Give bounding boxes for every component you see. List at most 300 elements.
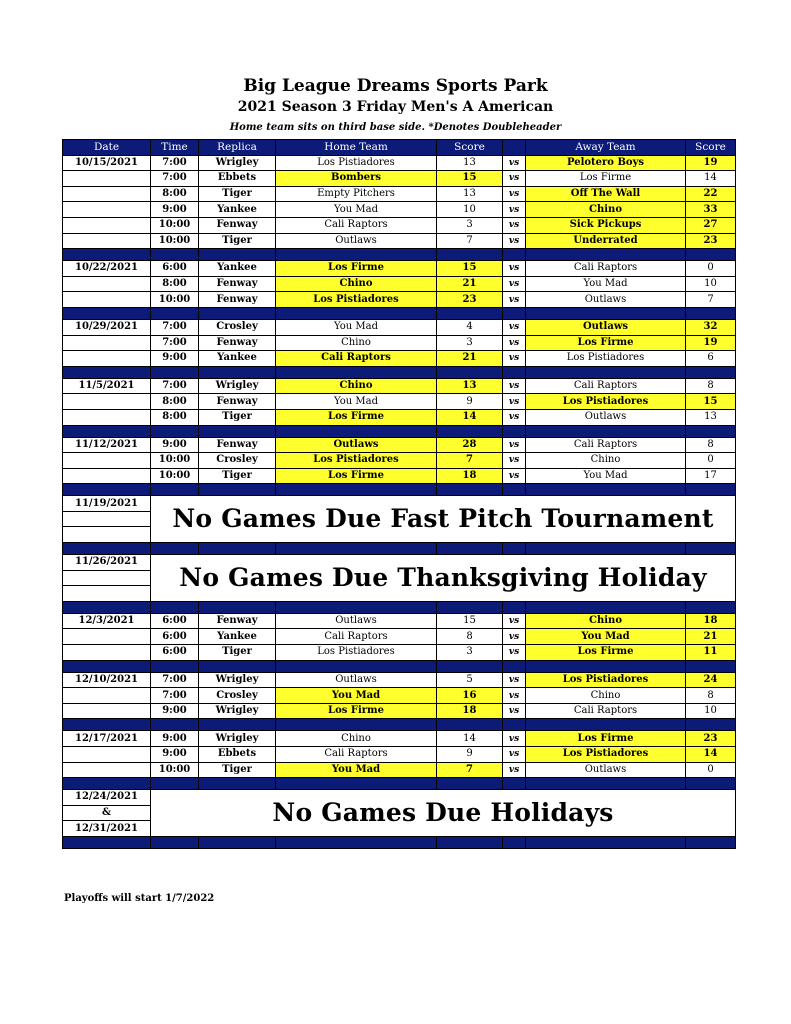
replica-cell: Fenway (199, 292, 276, 308)
away-team-cell: Los Firme (526, 335, 686, 351)
vs-cell: vs (503, 233, 526, 249)
home-team-cell: Los Pistiadores (276, 453, 437, 469)
replica-cell: Tiger (199, 233, 276, 249)
time-cell: 7:00 (151, 378, 199, 394)
home-team-cell: Los Firme (276, 261, 437, 277)
time-cell: 6:00 (151, 261, 199, 277)
separator-cell (686, 425, 736, 437)
vs-cell: vs (503, 672, 526, 688)
away-score-cell: 18 (686, 613, 736, 629)
separator-cell (437, 425, 503, 437)
vs-cell: vs (503, 703, 526, 719)
home-score-cell: 15 (437, 261, 503, 277)
time-cell: 7:00 (151, 155, 199, 171)
replica-cell: Wrigley (199, 703, 276, 719)
game-row (63, 747, 736, 763)
week-separator-row (63, 307, 736, 319)
separator-cell (63, 778, 151, 790)
separator-cell (526, 307, 686, 319)
date-cell (63, 202, 151, 218)
separator-cell (526, 836, 686, 848)
home-score-cell: 7 (437, 453, 503, 469)
vs-cell: vs (503, 171, 526, 187)
separator-cell (526, 601, 686, 613)
home-team-cell: Outlaws (276, 233, 437, 249)
replica-cell: Tiger (199, 409, 276, 425)
separator-cell (503, 484, 526, 496)
home-score-cell: 8 (437, 629, 503, 645)
away-score-cell: 33 (686, 202, 736, 218)
game-row (63, 762, 736, 778)
game-row (63, 261, 736, 277)
date-cell (63, 570, 151, 586)
separator-cell (151, 366, 199, 378)
separator-cell (276, 366, 437, 378)
separator-cell (686, 484, 736, 496)
home-team-cell: Outlaws (276, 672, 437, 688)
date-cell (63, 511, 151, 527)
separator-cell (63, 660, 151, 672)
away-score-cell: 7 (686, 292, 736, 308)
home-score-cell: 21 (437, 276, 503, 292)
away-team-cell: Los Pistiadores (526, 394, 686, 410)
replica-cell: Fenway (199, 335, 276, 351)
away-team-cell: Cali Raptors (526, 261, 686, 277)
week-separator-row (63, 543, 736, 555)
replica-cell: Tiger (199, 762, 276, 778)
home-team-cell: Outlaws (276, 437, 437, 453)
date-cell (63, 468, 151, 484)
separator-cell (503, 366, 526, 378)
date-cell (63, 292, 151, 308)
away-score-cell: 19 (686, 155, 736, 171)
time-cell: 10:00 (151, 762, 199, 778)
vs-cell: vs (503, 335, 526, 351)
page-title: Big League Dreams Sports Park (243, 76, 548, 96)
separator-cell (199, 366, 276, 378)
away-score-cell: 27 (686, 217, 736, 233)
date-cell (63, 186, 151, 202)
home-score-cell: 3 (437, 645, 503, 661)
separator-cell (151, 719, 199, 731)
separator-cell (199, 425, 276, 437)
col-header-vs (503, 140, 526, 156)
away-team-cell: Sick Pickups (526, 217, 686, 233)
separator-cell (437, 719, 503, 731)
time-cell: 9:00 (151, 731, 199, 747)
home-score-cell: 13 (437, 155, 503, 171)
vs-cell: vs (503, 409, 526, 425)
week-separator-row (63, 249, 736, 261)
home-score-cell: 14 (437, 731, 503, 747)
vs-cell: vs (503, 217, 526, 233)
away-team-cell: Outlaws (526, 292, 686, 308)
date-cell (63, 586, 151, 602)
away-team-cell: Chino (526, 202, 686, 218)
away-team-cell: Cali Raptors (526, 703, 686, 719)
away-team-cell: Los Firme (526, 731, 686, 747)
replica-cell: Fenway (199, 394, 276, 410)
home-team-cell: Cali Raptors (276, 629, 437, 645)
home-team-cell: Los Pistiadores (276, 155, 437, 171)
separator-cell (151, 778, 199, 790)
away-score-cell: 13 (686, 409, 736, 425)
week-separator-row (63, 778, 736, 790)
game-row (63, 233, 736, 249)
away-score-cell: 14 (686, 171, 736, 187)
home-team-cell: Bombers (276, 171, 437, 187)
separator-cell (276, 836, 437, 848)
separator-cell (276, 484, 437, 496)
separator-cell (437, 366, 503, 378)
replica-cell: Wrigley (199, 378, 276, 394)
separator-cell (63, 836, 151, 848)
away-team-cell: Cali Raptors (526, 437, 686, 453)
home-team-cell: Empty Pitchers (276, 186, 437, 202)
vs-cell: vs (503, 468, 526, 484)
replica-cell: Yankee (199, 261, 276, 277)
time-cell: 7:00 (151, 335, 199, 351)
game-row (63, 409, 736, 425)
time-cell: 10:00 (151, 453, 199, 469)
game-row (63, 731, 736, 747)
separator-cell (437, 249, 503, 261)
separator-cell (526, 543, 686, 555)
home-team-cell: Outlaws (276, 613, 437, 629)
separator-cell (199, 660, 276, 672)
game-row (63, 629, 736, 645)
date-cell: 10/29/2021 (63, 319, 151, 335)
separator-cell (526, 484, 686, 496)
away-team-cell: You Mad (526, 629, 686, 645)
home-team-cell: Chino (276, 731, 437, 747)
home-team-cell: Los Firme (276, 409, 437, 425)
separator-cell (686, 660, 736, 672)
date-cell (63, 629, 151, 645)
time-cell: 9:00 (151, 351, 199, 367)
time-cell: 8:00 (151, 394, 199, 410)
separator-cell (526, 660, 686, 672)
col-header-away-score: Score (686, 140, 736, 156)
away-team-cell: You Mad (526, 276, 686, 292)
time-cell: 7:00 (151, 672, 199, 688)
game-row (63, 335, 736, 351)
home-score-cell: 9 (437, 394, 503, 410)
separator-cell (151, 249, 199, 261)
separator-cell (503, 543, 526, 555)
separator-cell (199, 307, 276, 319)
no-games-message: No Games Due Fast Pitch Tournament (151, 496, 736, 543)
away-score-cell: 8 (686, 437, 736, 453)
separator-cell (686, 836, 736, 848)
separator-cell (503, 307, 526, 319)
time-cell: 8:00 (151, 276, 199, 292)
separator-cell (276, 425, 437, 437)
date-cell (63, 335, 151, 351)
away-team-cell: Underrated (526, 233, 686, 249)
game-row (63, 155, 736, 171)
separator-cell (199, 484, 276, 496)
time-cell: 9:00 (151, 437, 199, 453)
replica-cell: Ebbets (199, 747, 276, 763)
away-team-cell: Cali Raptors (526, 378, 686, 394)
replica-cell: Tiger (199, 645, 276, 661)
vs-cell: vs (503, 688, 526, 704)
schedule-body (63, 155, 736, 848)
date-cell (63, 394, 151, 410)
week-separator-row (63, 425, 736, 437)
home-score-cell: 4 (437, 319, 503, 335)
separator-cell (276, 778, 437, 790)
replica-cell: Crosley (199, 453, 276, 469)
away-score-cell: 14 (686, 747, 736, 763)
week-separator-row (63, 836, 736, 848)
home-score-cell: 28 (437, 437, 503, 453)
vs-cell: vs (503, 292, 526, 308)
away-team-cell: Outlaws (526, 409, 686, 425)
away-score-cell: 11 (686, 645, 736, 661)
separator-cell (63, 366, 151, 378)
replica-cell: Wrigley (199, 672, 276, 688)
replica-cell: Tiger (199, 186, 276, 202)
vs-cell: vs (503, 747, 526, 763)
time-cell: 6:00 (151, 645, 199, 661)
time-cell: 6:00 (151, 629, 199, 645)
date-cell (63, 409, 151, 425)
away-score-cell: 23 (686, 233, 736, 249)
date-cell (63, 453, 151, 469)
date-cell: 12/31/2021 (63, 821, 151, 837)
vs-cell: vs (503, 319, 526, 335)
week-separator-row (63, 484, 736, 496)
message-row (63, 790, 736, 806)
vs-cell: vs (503, 645, 526, 661)
date-cell: 12/3/2021 (63, 613, 151, 629)
home-score-cell: 23 (437, 292, 503, 308)
away-team-cell: Pelotero Boys (526, 155, 686, 171)
page-note: Home team sits on third base side. *Denotes Doubleheader (229, 122, 562, 133)
away-score-cell: 8 (686, 688, 736, 704)
time-cell: 10:00 (151, 217, 199, 233)
game-row (63, 613, 736, 629)
week-separator-row (63, 660, 736, 672)
separator-cell (276, 660, 437, 672)
time-cell: 10:00 (151, 468, 199, 484)
vs-cell: vs (503, 351, 526, 367)
date-cell (63, 276, 151, 292)
separator-cell (151, 660, 199, 672)
date-cell: 12/10/2021 (63, 672, 151, 688)
vs-cell: vs (503, 437, 526, 453)
game-row (63, 688, 736, 704)
replica-cell: Fenway (199, 437, 276, 453)
separator-cell (437, 601, 503, 613)
game-row (63, 171, 736, 187)
week-separator-row (63, 719, 736, 731)
separator-cell (503, 601, 526, 613)
away-team-cell: Los Pistiadores (526, 747, 686, 763)
home-score-cell: 15 (437, 613, 503, 629)
home-score-cell: 7 (437, 762, 503, 778)
time-cell: 9:00 (151, 703, 199, 719)
home-score-cell: 3 (437, 217, 503, 233)
date-cell (63, 171, 151, 187)
separator-cell (151, 307, 199, 319)
away-team-cell: Chino (526, 613, 686, 629)
vs-cell: vs (503, 613, 526, 629)
replica-cell: Wrigley (199, 155, 276, 171)
date-cell: 11/26/2021 (63, 555, 151, 571)
away-score-cell: 0 (686, 261, 736, 277)
away-score-cell: 17 (686, 468, 736, 484)
date-cell: 11/5/2021 (63, 378, 151, 394)
separator-cell (686, 778, 736, 790)
separator-cell (437, 778, 503, 790)
game-row (63, 453, 736, 469)
separator-cell (526, 425, 686, 437)
separator-cell (199, 719, 276, 731)
replica-cell: Tiger (199, 468, 276, 484)
game-row (63, 437, 736, 453)
replica-cell: Yankee (199, 351, 276, 367)
replica-cell: Fenway (199, 276, 276, 292)
col-header-time: Time (151, 140, 199, 156)
vs-cell: vs (503, 261, 526, 277)
vs-cell: vs (503, 762, 526, 778)
separator-cell (686, 366, 736, 378)
vs-cell: vs (503, 186, 526, 202)
away-team-cell: Los Firme (526, 171, 686, 187)
separator-cell (63, 307, 151, 319)
col-header-away-team: Away Team (526, 140, 686, 156)
home-team-cell: Cali Raptors (276, 217, 437, 233)
replica-cell: Crosley (199, 688, 276, 704)
separator-cell (526, 249, 686, 261)
separator-cell (63, 601, 151, 613)
away-score-cell: 0 (686, 453, 736, 469)
date-cell: 10/22/2021 (63, 261, 151, 277)
date-cell: 12/17/2021 (63, 731, 151, 747)
game-row (63, 645, 736, 661)
separator-cell (151, 425, 199, 437)
time-cell: 8:00 (151, 186, 199, 202)
home-score-cell: 14 (437, 409, 503, 425)
separator-cell (276, 601, 437, 613)
away-team-cell: Outlaws (526, 762, 686, 778)
home-score-cell: 21 (437, 351, 503, 367)
separator-cell (437, 307, 503, 319)
vs-cell: vs (503, 155, 526, 171)
home-score-cell: 13 (437, 186, 503, 202)
home-score-cell: 3 (437, 335, 503, 351)
game-row (63, 378, 736, 394)
game-row (63, 319, 736, 335)
home-score-cell: 18 (437, 703, 503, 719)
footer-note: Playoffs will start 1/7/2022 (64, 893, 215, 904)
home-score-cell: 13 (437, 378, 503, 394)
home-team-cell: Chino (276, 378, 437, 394)
separator-cell (199, 249, 276, 261)
time-cell: 9:00 (151, 747, 199, 763)
away-score-cell: 19 (686, 335, 736, 351)
home-team-cell: Los Firme (276, 468, 437, 484)
date-cell: 10/15/2021 (63, 155, 151, 171)
home-team-cell: You Mad (276, 202, 437, 218)
separator-cell (151, 601, 199, 613)
message-row (63, 496, 736, 512)
col-header-home-score: Score (437, 140, 503, 156)
page-subtitle: 2021 Season 3 Friday Men's A American (237, 99, 554, 115)
vs-cell: vs (503, 378, 526, 394)
replica-cell: Yankee (199, 202, 276, 218)
away-team-cell: Los Pistiadores (526, 672, 686, 688)
separator-cell (437, 484, 503, 496)
away-score-cell: 23 (686, 731, 736, 747)
vs-cell: vs (503, 202, 526, 218)
separator-cell (503, 719, 526, 731)
separator-cell (503, 660, 526, 672)
home-team-cell: Los Firme (276, 703, 437, 719)
separator-cell (63, 484, 151, 496)
home-team-cell: Los Pistiadores (276, 645, 437, 661)
game-row (63, 276, 736, 292)
away-team-cell: Los Pistiadores (526, 351, 686, 367)
separator-cell (526, 719, 686, 731)
week-separator-row (63, 366, 736, 378)
away-score-cell: 10 (686, 276, 736, 292)
separator-cell (151, 484, 199, 496)
time-cell: 8:00 (151, 409, 199, 425)
home-team-cell: You Mad (276, 394, 437, 410)
separator-cell (503, 778, 526, 790)
separator-cell (503, 425, 526, 437)
game-row (63, 394, 736, 410)
game-row (63, 186, 736, 202)
away-score-cell: 10 (686, 703, 736, 719)
game-row (63, 703, 736, 719)
away-score-cell: 22 (686, 186, 736, 202)
separator-cell (686, 307, 736, 319)
away-score-cell: 0 (686, 762, 736, 778)
separator-cell (686, 249, 736, 261)
home-score-cell: 9 (437, 747, 503, 763)
separator-cell (437, 543, 503, 555)
date-cell (63, 703, 151, 719)
home-team-cell: You Mad (276, 688, 437, 704)
away-team-cell: Outlaws (526, 319, 686, 335)
date-cell (63, 747, 151, 763)
separator-cell (526, 778, 686, 790)
date-cell: 11/12/2021 (63, 437, 151, 453)
home-team-cell: Cali Raptors (276, 747, 437, 763)
separator-cell (151, 543, 199, 555)
col-header-date: Date (63, 140, 151, 156)
separator-cell (199, 543, 276, 555)
week-separator-row (63, 601, 736, 613)
away-score-cell: 21 (686, 629, 736, 645)
separator-cell (686, 543, 736, 555)
home-score-cell: 18 (437, 468, 503, 484)
vs-cell: vs (503, 453, 526, 469)
replica-cell: Yankee (199, 629, 276, 645)
message-row (63, 555, 736, 571)
away-team-cell: Chino (526, 453, 686, 469)
replica-cell: Fenway (199, 217, 276, 233)
away-team-cell: You Mad (526, 468, 686, 484)
separator-cell (63, 543, 151, 555)
date-cell: 12/24/2021 (63, 790, 151, 806)
separator-cell (503, 836, 526, 848)
